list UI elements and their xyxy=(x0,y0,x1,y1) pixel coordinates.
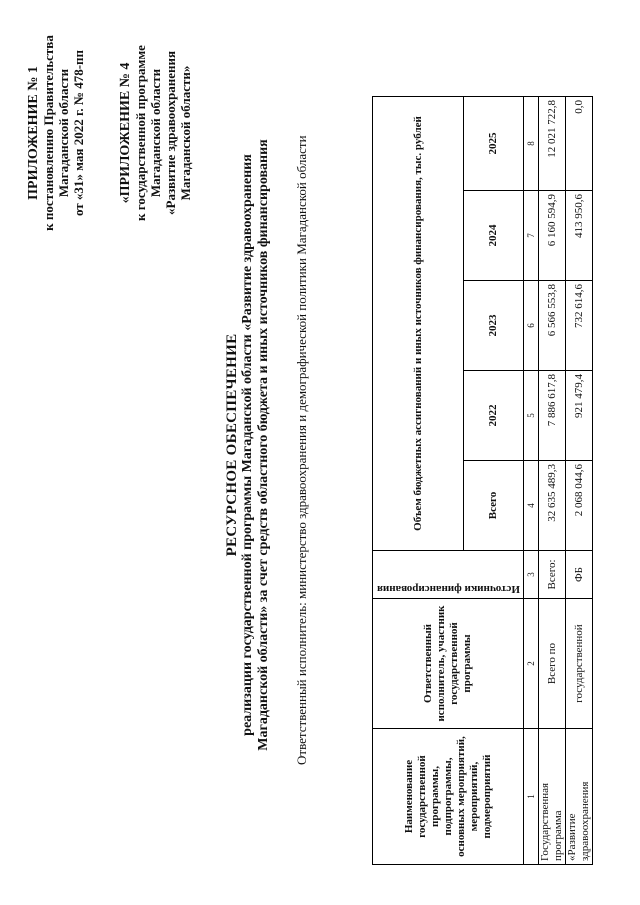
appendix-1-block xyxy=(26,33,86,233)
row1-program-name: Государственная программа xyxy=(539,729,566,865)
responsible-executor: Ответственный исполнитель: министерство здравоохранения и демографической политики Магаданской области xyxy=(294,135,309,765)
heading-line2: Магаданской области» за счет средств областного бюджета и иных источников финансирования xyxy=(256,139,271,751)
row1-executor: Всего по xyxy=(539,599,566,729)
appendix-1-line2: Магаданской области xyxy=(56,68,71,198)
table-row xyxy=(539,97,566,865)
row1-total: 32 635 489,3 xyxy=(539,461,566,551)
row2-2023: 732 614,6 xyxy=(566,281,593,371)
col-number: 6 xyxy=(524,281,539,371)
appendix-4-line1: к государственной программе xyxy=(133,45,148,221)
col-number: 2 xyxy=(524,599,539,729)
col-number: 3 xyxy=(524,551,539,599)
row1-2023: 6 566 553,8 xyxy=(539,281,566,371)
header-year-2022: 2022 xyxy=(464,371,524,461)
col-number: 5 xyxy=(524,371,539,461)
row1-source: Всего: xyxy=(539,551,566,599)
header-program-name: Наименование государственной программы, подпрограммы, основных мероприятий, мероприятий, подмероприятий xyxy=(373,729,524,865)
heading-line1: реализации государственной программы Магаданской области «Развитие здравоохранения xyxy=(240,154,255,736)
header-year-2025: 2025 xyxy=(464,97,524,191)
row2-program-name: «Развитие здравоохранения xyxy=(566,729,593,865)
appendix-4-line3: «Развитие здравоохранения xyxy=(163,51,178,215)
row2-2025: 0,0 xyxy=(566,97,593,191)
header-source: Источники финансирования xyxy=(376,583,520,595)
heading-title: РЕСУРСНОЕ ОБЕСПЕЧЕНИЕ xyxy=(224,333,240,557)
appendix-4-title: «ПРИЛОЖЕНИЕ № 4 xyxy=(118,62,133,204)
appendix-1-line3: от «31» мая 2022 г. № 478-пп xyxy=(71,49,86,217)
header-executor: Ответственный исполнитель, участник государственной программы xyxy=(373,599,524,729)
appendix-4-line4: Магаданской области» xyxy=(178,65,193,201)
appendix-4-line2: Магаданской области xyxy=(148,68,163,198)
col-number: 8 xyxy=(524,97,539,191)
row2-2022: 921 479,4 xyxy=(566,371,593,461)
row2-source: ФБ xyxy=(566,551,593,599)
col-number: 1 xyxy=(524,729,539,865)
row1-2025: 12 021 722,8 xyxy=(539,97,566,191)
appendix-1-title: ПРИЛОЖЕНИЕ № 1 xyxy=(26,66,41,200)
header-year-2024: 2024 xyxy=(464,191,524,281)
appendix-4-block xyxy=(118,33,193,233)
header-budget-group: Объем бюджетных ассигнований и иных источников финансирования, тыс. рублей xyxy=(373,97,464,551)
row2-total: 2 068 044,6 xyxy=(566,461,593,551)
resource-table xyxy=(372,96,593,865)
row2-executor: государственной xyxy=(566,599,593,729)
header-year-total: Всего xyxy=(464,461,524,551)
column-number-row xyxy=(524,97,539,865)
header-source-cell xyxy=(373,551,524,599)
row1-2024: 6 160 594,9 xyxy=(539,191,566,281)
col-number: 4 xyxy=(524,461,539,551)
header-year-2023: 2023 xyxy=(464,281,524,371)
row2-2024: 413 950,6 xyxy=(566,191,593,281)
col-number: 7 xyxy=(524,191,539,281)
document-heading xyxy=(224,105,272,785)
table-header-row xyxy=(373,97,464,865)
appendix-1-line1: к постановлению Правительства xyxy=(41,35,56,231)
table-row xyxy=(566,97,593,865)
row1-2022: 7 886 617,8 xyxy=(539,371,566,461)
